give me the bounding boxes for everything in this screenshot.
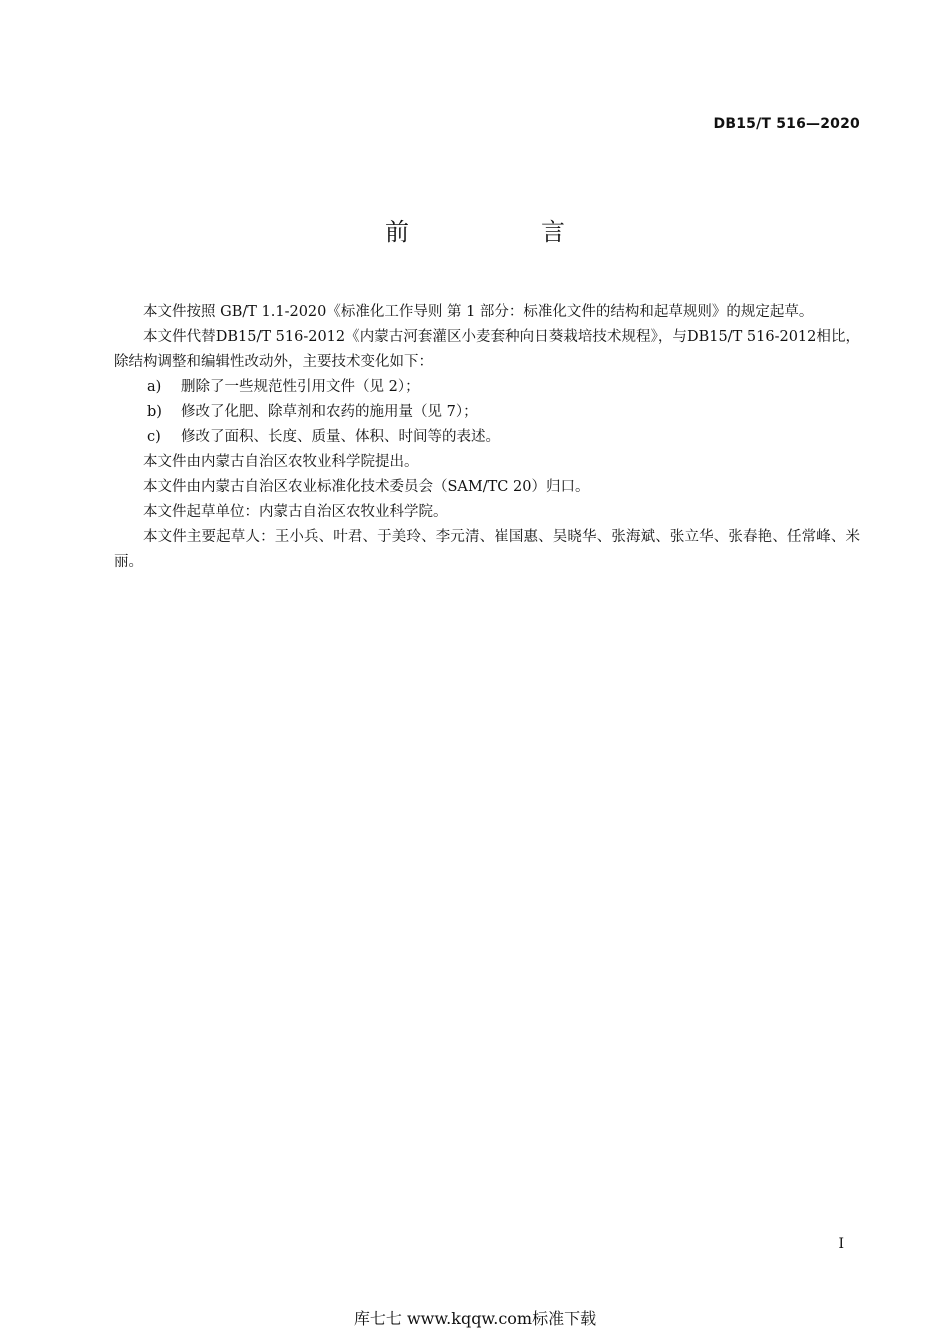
list-item-text: 删除了一些规范性引用文件（见 2）；: [181, 379, 420, 395]
list-item: [114, 400, 860, 425]
list-item-mark: b): [147, 404, 162, 420]
document-body: [114, 300, 860, 575]
paragraph-proposer: 本文件由内蒙古自治区农牧业科学院提出。: [143, 454, 419, 470]
paragraph-drafting-basis: 本文件按照 GB/T 1.1-2020《标准化工作导则 第 1 部分：标准化文件的结构和起草规则》的规定起草。: [143, 304, 814, 320]
footer-watermark: 库七七 www.kqqw.com标准下载: [353, 1309, 597, 1328]
paragraph-drafting-unit: 本文件起草单位：内蒙古自治区农牧业科学院。: [143, 504, 448, 520]
list-item: [114, 425, 860, 450]
list-item-mark: a): [147, 379, 162, 395]
document-code: DB15/T 516—2020: [713, 116, 860, 132]
paragraph-administrator: 本文件由内蒙古自治区农业标准化技术委员会（SAM/TC 20）归口。: [143, 479, 590, 495]
page-title: 前 言: [385, 218, 619, 246]
list-item-mark: c): [147, 429, 161, 445]
paragraph-replacement: 本文件代替DB15/T 516-2012《内蒙古河套灌区小麦套种向日葵栽培技术规程》，与DB15/T 516-2012相比，除结构调整和编辑性改动外，主要技术变化如下：: [114, 329, 860, 370]
list-item: [114, 375, 860, 400]
list-item-text: 修改了化肥、除草剂和农药的施用量（见 7）；: [181, 404, 478, 420]
list-item-text: 修改了面积、长度、质量、体积、时间等的表述。: [181, 429, 500, 445]
page-number: I: [838, 1236, 844, 1252]
paragraph-drafters: 本文件主要起草人：王小兵、叶君、于美玲、李元清、崔国惠、吴晓华、张海斌、张立华、张春艳、任常峰、米丽。: [114, 529, 860, 570]
